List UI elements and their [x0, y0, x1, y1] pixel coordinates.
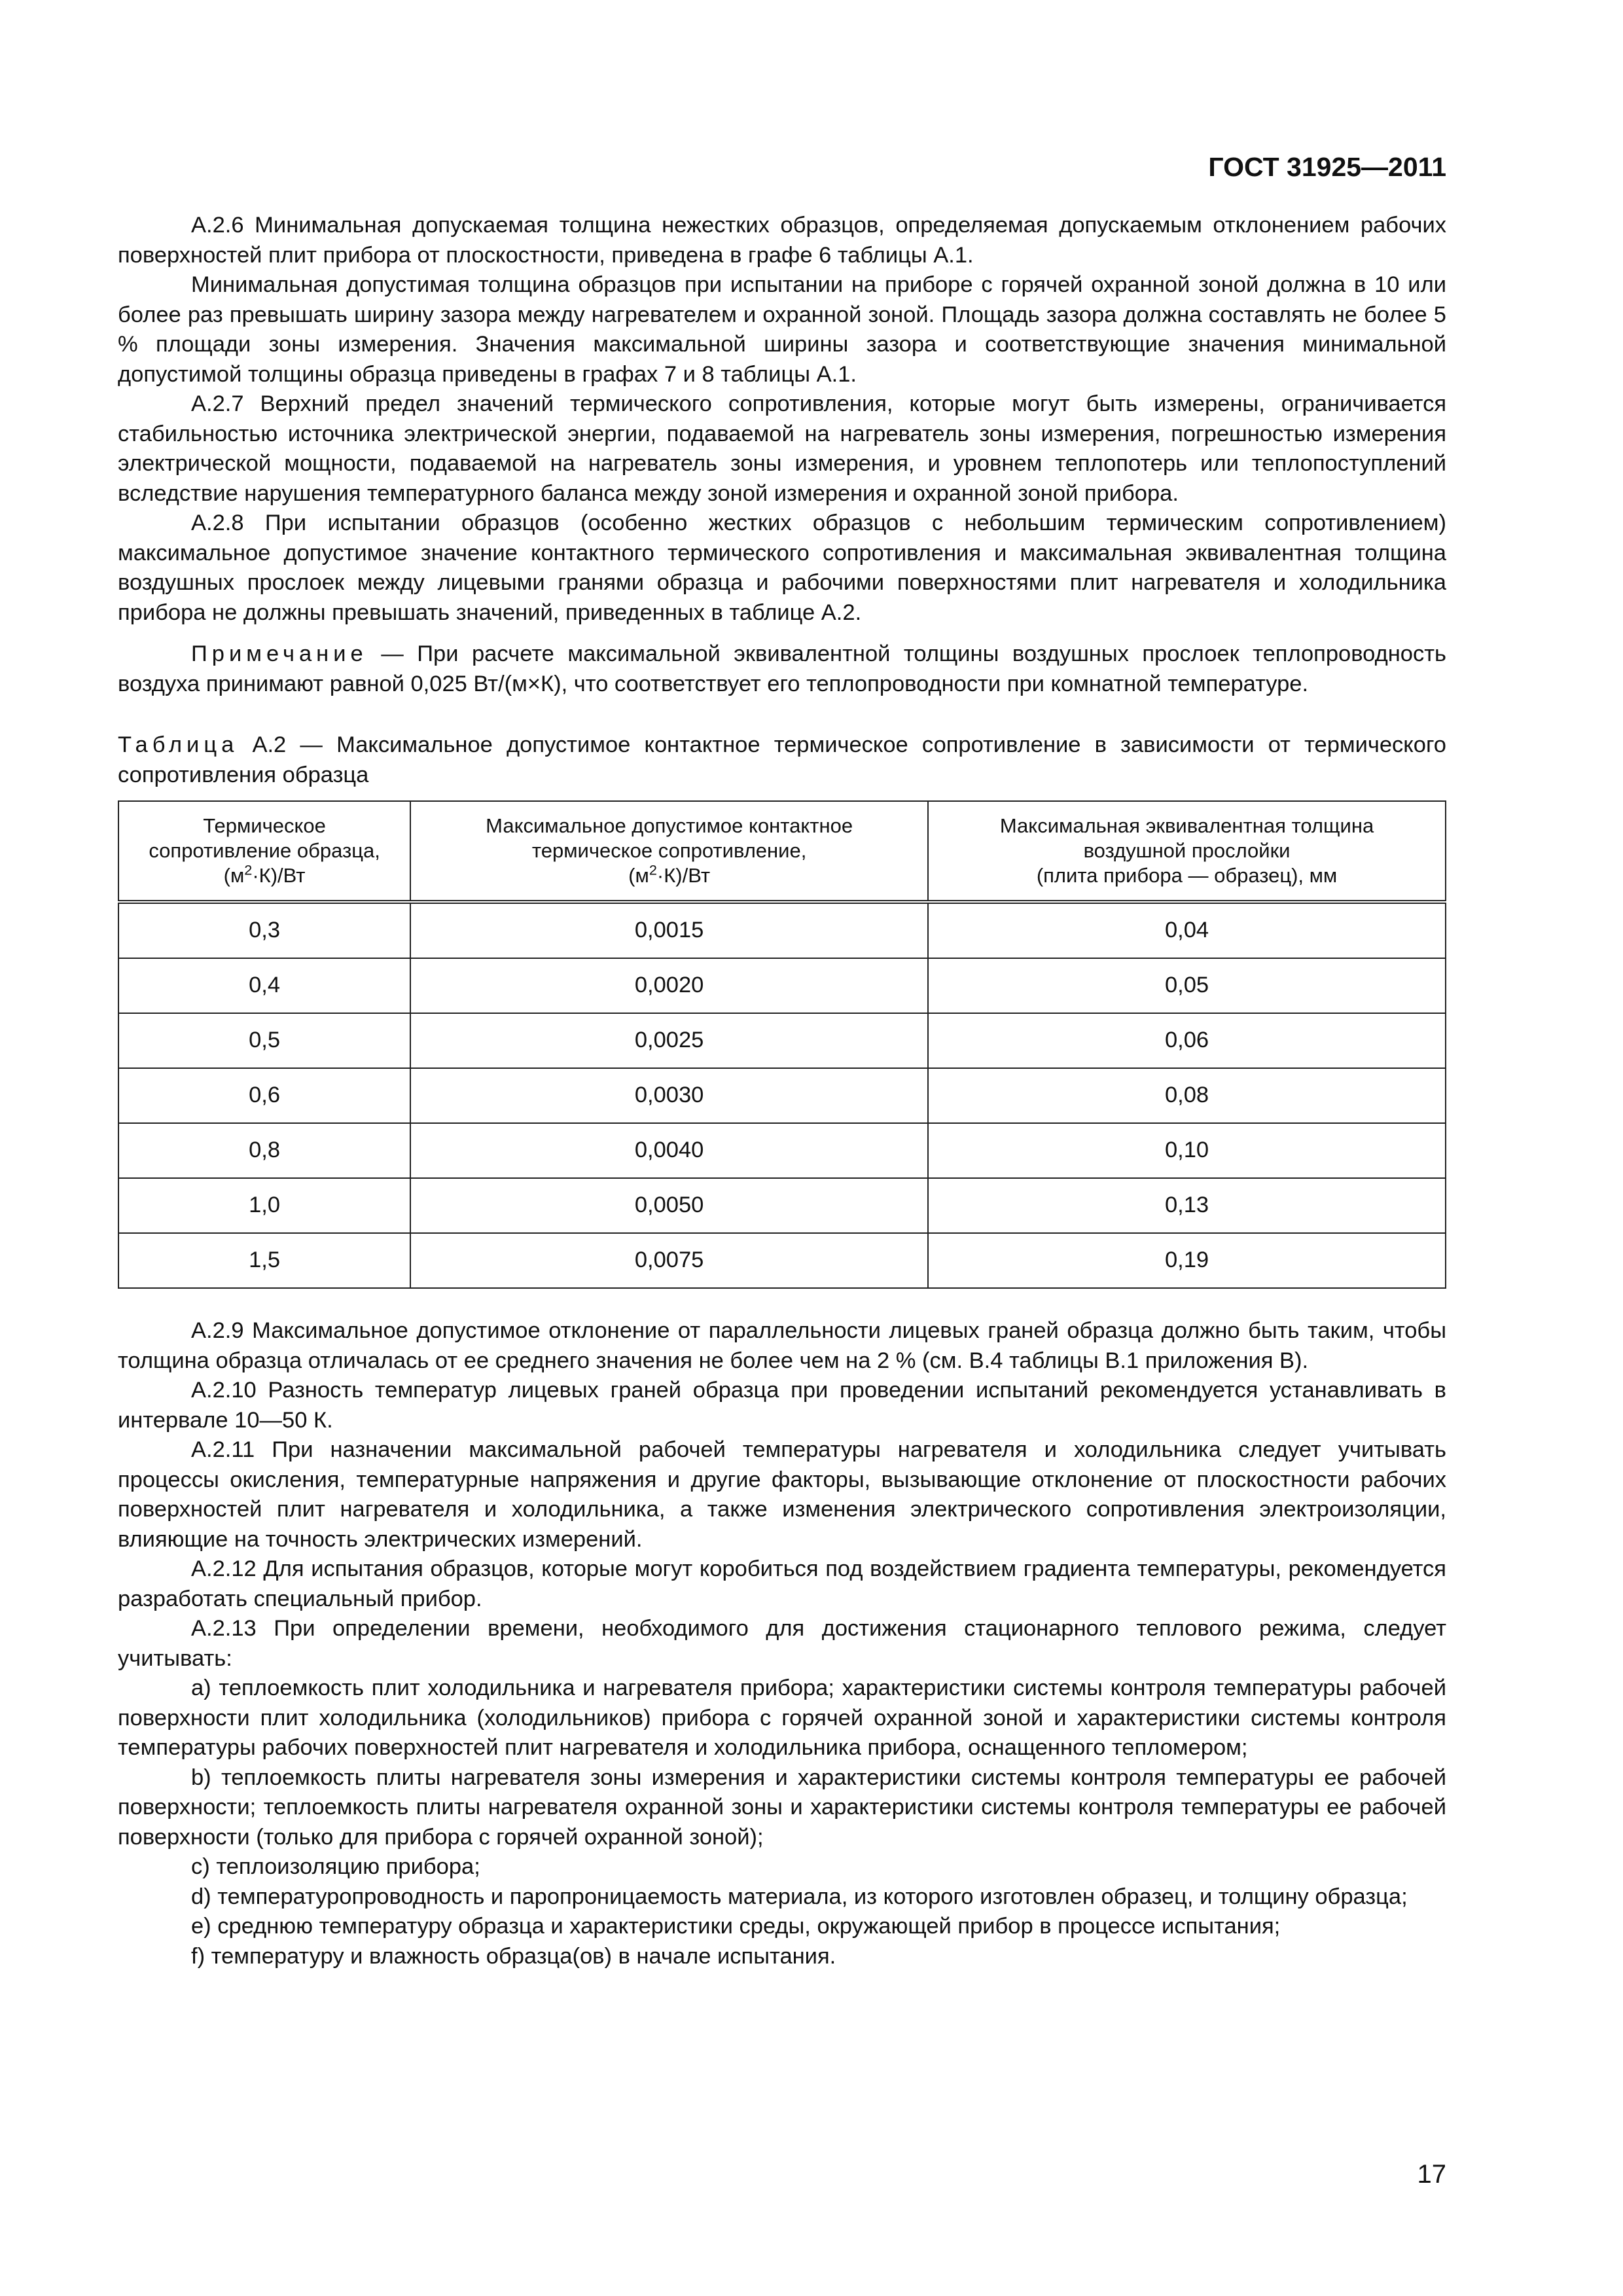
paragraph-a-2-12: А.2.12 Для испытания образцов, которые могут коробиться под воздействием градиента температуры, рекомендуется разработать специальный прибор. — [118, 1556, 1446, 1611]
paragraph-a-2-6: А.2.6 Минимальная допускаемая толщина нежестких образцов, определяемая допускаемым отклонением рабочих поверхностей плит прибора от плоскостности, приведена в графе 6 таблицы А.1. — [118, 213, 1446, 268]
paragraph-a-2-9: А.2.9 Максимальное допустимое отклонение от параллельности лицевых граней образца должно быть таким, чтобы толщина образца отличалась от ее среднего значения не более чем на 2 % (см. В.4 таблицы В.1 приложения В). — [118, 1318, 1446, 1373]
list-item-e: e) среднюю температуру образца и характеристики среды, окружающей прибор в процессе испытания; — [191, 1914, 1281, 1939]
list-item-f: f) температуру и влажность образца(ов) в начале испытания. — [191, 1943, 836, 1969]
paragraph-a-2-8: А.2.8 При испытании образцов (особенно жестких образцов с небольшим термическим сопротивлением) максимальное допустимое значение контактного термического сопротивления и максимальная эквивалентная толщина воздушных прослоек между лицевыми гранями образца и рабочими поверхностями плит нагревателя и холодильника прибора не должны превышать значений, приведенных в таблице А.2. — [118, 511, 1446, 625]
table-cell: 0,3 — [118, 902, 410, 958]
table-cell: 0,04 — [928, 902, 1446, 958]
list-item-d: d) температуропроводность и паропроницаемость материала, из которого изготовлен образец, и толщину образца; — [191, 1884, 1408, 1909]
standard-id: ГОСТ 31925—2011 — [1208, 152, 1446, 182]
table-cell: 0,08 — [928, 1068, 1446, 1123]
table-row — [118, 958, 1446, 1013]
table-cell: 0,0030 — [410, 1068, 928, 1123]
table-cell: 0,8 — [118, 1123, 410, 1178]
table-cell: 0,10 — [928, 1123, 1446, 1178]
table-caption — [118, 730, 1446, 790]
table-row — [118, 902, 1446, 958]
note — [118, 639, 1446, 699]
table-cell: 0,0015 — [410, 902, 928, 958]
table-row — [118, 1068, 1446, 1123]
note-label: Примечание — [191, 641, 368, 666]
list-item-a: а) теплоемкость плит холодильника и нагревателя прибора; характеристики системы контроля температуры рабочей поверхности плит холодильника (холодильников) прибора с горячей охранной зоной и характеристики системы контроля температуры рабочих поверхностей плит нагревателя и холодильника прибора, оснащенного тепломером; — [118, 1676, 1446, 1760]
table-cell: 0,5 — [118, 1013, 410, 1068]
page-number: 17 — [1417, 2160, 1446, 2189]
table-cell: 0,6 — [118, 1068, 410, 1123]
table-cell: 0,0025 — [410, 1013, 928, 1068]
table-cell: 0,4 — [118, 958, 410, 1013]
table-cell: 0,13 — [928, 1178, 1446, 1233]
table-cell: 1,5 — [118, 1233, 410, 1288]
table-row — [118, 1013, 1446, 1068]
column-header-air-layer-thickness: Максимальная эквивалентная толщина воздушной прослойки (плита прибора — образец), мм — [928, 801, 1446, 902]
table-cell: 0,0050 — [410, 1178, 928, 1233]
table-cell: 0,0040 — [410, 1123, 928, 1178]
table-cell: 0,0020 — [410, 958, 928, 1013]
paragraph-a-2-13: А.2.13 При определении времени, необходимого для достижения стационарного теплового режима, следует учитывать: — [118, 1616, 1446, 1671]
table-header-row — [118, 801, 1446, 902]
table-row — [118, 1233, 1446, 1288]
list-item-b: b) теплоемкость плиты нагревателя зоны измерения и характеристики системы контроля температуры ее рабочей поверхности; теплоемкость плиты нагревателя охранной зоны и характеристики системы контроля температуры ее рабочей поверхности (только для прибора с горячей охранной зоной); — [118, 1765, 1446, 1850]
paragraph-a-2-6-cont: Минимальная допустимая толщина образцов при испытании на приборе с горячей охранной зоной должна в 10 или более раз превышать ширину зазора между нагревателем и охранной зоной. Площадь зазора должна составлять не более 5 % площади зоны измерения. Значения максимальной ширины зазора и соответствующие значения минимальной допустимой толщины образца приведены в графах 7 и 8 таблицы А.1. — [118, 272, 1446, 387]
paragraph-a-2-11: А.2.11 При назначении максимальной рабочей температуры нагревателя и холодильника следует учитывать процессы окисления, температурные напряжения и другие факторы, вызывающие отклонение от плоскостности рабочих поверхностей плит нагревателя и холодильника, а также изменения электрического сопротивления электроизоляции, влияющие на точность электрических измерений. — [118, 1437, 1446, 1552]
table-cell: 1,0 — [118, 1178, 410, 1233]
table-row — [118, 1178, 1446, 1233]
table-cell: 0,19 — [928, 1233, 1446, 1288]
table-caption-label: Таблица — [118, 732, 239, 757]
column-header-contact-resistance: Максимальное допустимое контактное термическое сопротивление, $(м^2\cdot К)/Вт$ — [410, 801, 928, 902]
list-item-c: c) теплоизоляцию прибора; — [191, 1854, 480, 1879]
paragraph-a-2-10: А.2.10 Разность температур лицевых граней образца при проведении испытаний рекомендуется устанавливать в интервале 10—50 К. — [118, 1378, 1446, 1433]
table-caption-text: А.2 — Максимальное допустимое контактное термическое сопротивление в зависимости от термического сопротивления образца — [118, 732, 1446, 787]
table-row — [118, 1123, 1446, 1178]
note-text: — При расчете максимальной эквивалентной толщины воздушных прослоек теплопроводность воздуха принимают равной 0,025 Вт/(м×К), что соответствует его теплопроводности при комнатной температуре. — [118, 641, 1446, 696]
table-cell: 0,05 — [928, 958, 1446, 1013]
table-cell: 0,0075 — [410, 1233, 928, 1288]
table-cell: 0,06 — [928, 1013, 1446, 1068]
column-header-sample-resistance: Термическое сопротивление образца, $(м^2\cdot К)/Вт$ — [118, 801, 410, 902]
paragraph-a-2-7: А.2.7 Верхний предел значений термического сопротивления, которые могут быть измерены, ограничивается стабильностью источника электрической энергии, подаваемой на нагреватель зоны измерения, погрешностью измерения электрической мощности, подаваемой на нагреватель зоны измерения, и уровнем теплопотерь или теплопоступлений вследствие нарушения температурного баланса между зоной измерения и охранной зоной прибора. — [118, 391, 1446, 506]
body-text — [118, 211, 1446, 1971]
data-table — [118, 800, 1446, 1289]
